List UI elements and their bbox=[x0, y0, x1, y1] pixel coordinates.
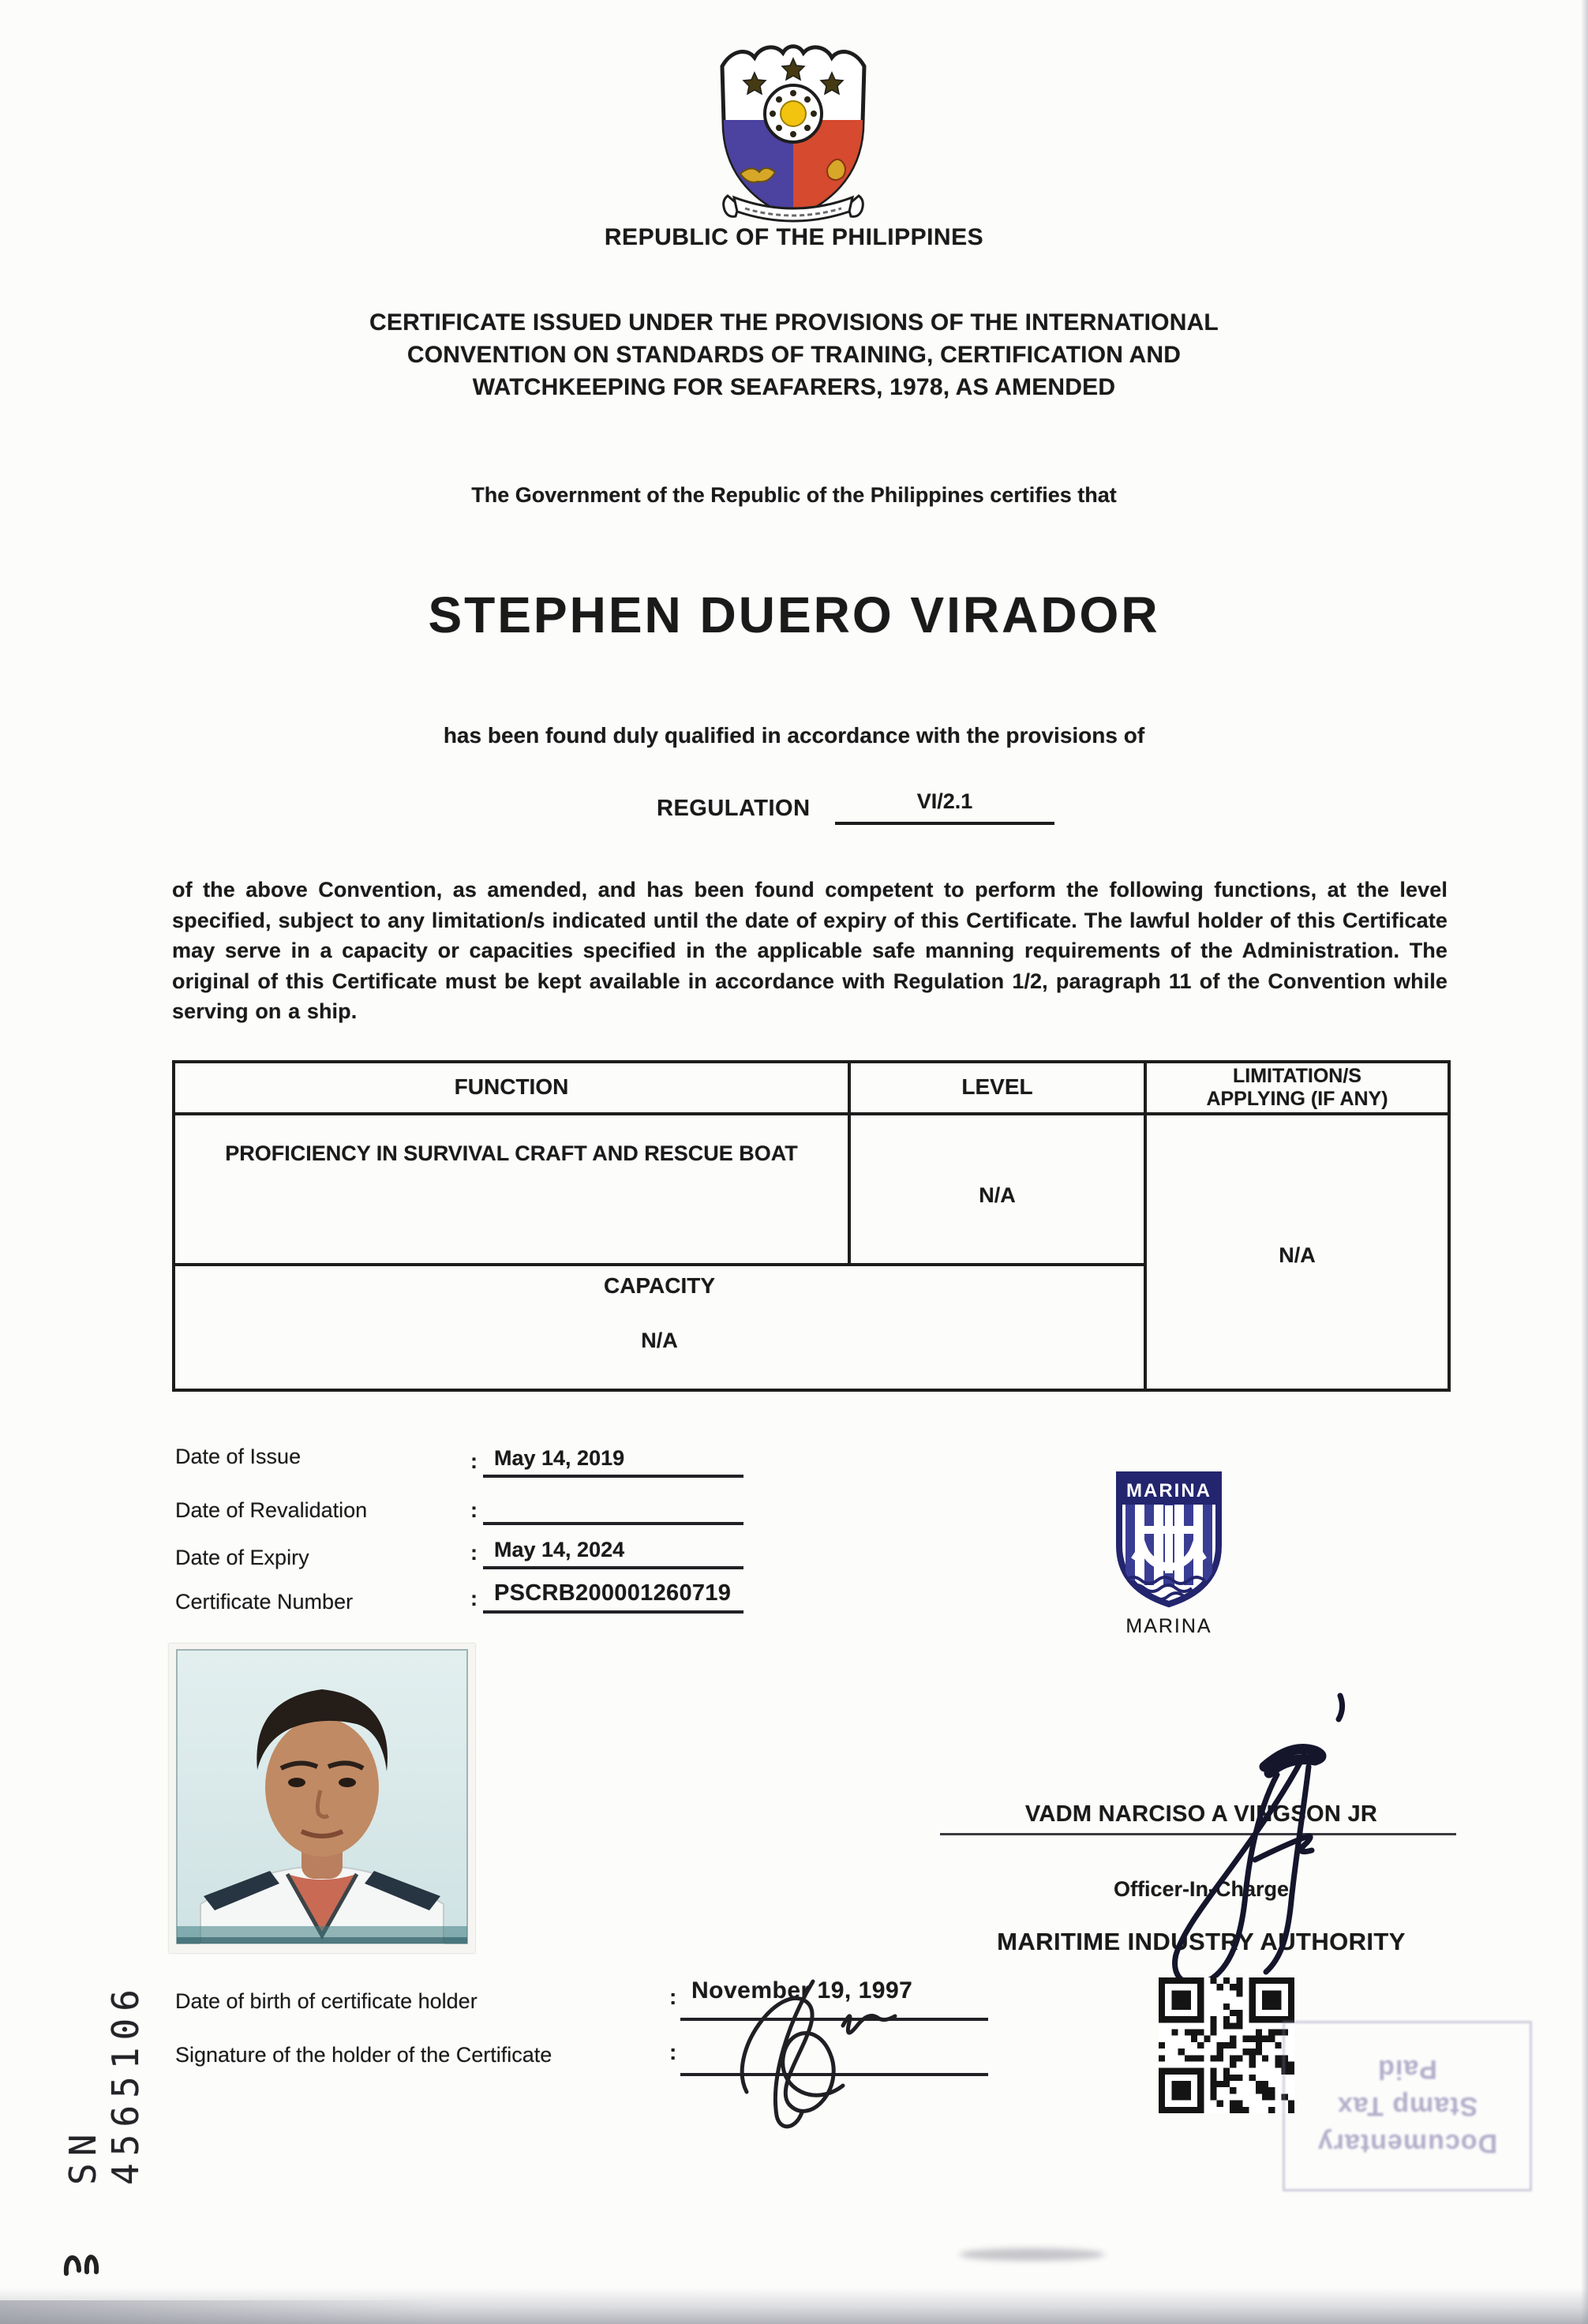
revalidation-date-value bbox=[483, 1489, 743, 1525]
certificate-title-line2: CONVENTION ON STANDARDS OF TRAINING, CERTIFICATION AND bbox=[406, 342, 1182, 368]
body-paragraph: of the above Convention, as amended, and has been found competent to perform the following functions, at the level specified, subject to any limitation/s indicated until the date of expiry of this Certificate. The lawful holder of this Certificate may serve in a capacity or capacities specified in the applicable safe manning requirements of the Administration. The original of this Certificate must be kept available in accordance with Regulation 1/2, paragraph 11 of the Convention while serving on a ship. bbox=[172, 878, 1448, 1023]
certificate-number-label: Certificate Number bbox=[175, 1590, 354, 1614]
dob-label: Date of birth of certificate holder bbox=[175, 1989, 478, 2013]
certifies-line: The Government of the Republic of the Philippines certifies that bbox=[471, 483, 1117, 507]
holder-name: STEPHEN DUERO VIRADOR bbox=[428, 587, 1160, 643]
scan-edge-right bbox=[1581, 0, 1588, 2324]
signatory-org: MARITIME INDUSTRY AUTHORITY bbox=[997, 1928, 1406, 1955]
dob-colon: : bbox=[669, 1985, 677, 2009]
regulation-value: VI/2.1 bbox=[835, 789, 1054, 825]
revalidation-date-colon: : bbox=[470, 1498, 478, 1522]
scan-smudge bbox=[959, 2248, 1105, 2261]
certificate-title-line1: CERTIFICATE ISSUED UNDER THE PROVISIONS OF THE INTERNATIONAL bbox=[369, 309, 1219, 335]
holder-signature-colon: : bbox=[669, 2040, 677, 2064]
tax-stamp-line3: Paid bbox=[1377, 2054, 1437, 2085]
certificate-number-colon: : bbox=[470, 1587, 478, 1610]
table-cell-level-value: N/A bbox=[979, 1183, 1016, 1207]
tax-stamp-line2: Stamp Tax bbox=[1336, 2091, 1478, 2122]
holder-portrait bbox=[169, 1644, 475, 1953]
revalidation-date-label: Date of Revalidation bbox=[175, 1498, 368, 1522]
table-header-limitations bbox=[1147, 1065, 1448, 1111]
table-header-function: FUNCTION bbox=[454, 1074, 569, 1099]
marina-shield-label: MARINA bbox=[1126, 1480, 1212, 1501]
regulation-label: REGULATION bbox=[657, 796, 811, 821]
marina-caption: MARINA bbox=[1125, 1615, 1212, 1637]
expiry-date-value: May 14, 2024 bbox=[483, 1531, 743, 1569]
certificate-title-line3: WATCHKEEPING FOR SEAFARERS, 1978, AS AMENDED bbox=[472, 374, 1116, 400]
dob-value: November 19, 1997 bbox=[691, 1977, 913, 2004]
functions-table bbox=[172, 1060, 1451, 1392]
official-signature bbox=[1097, 1674, 1358, 2005]
republic-heading: REPUBLIC OF THE PHILIPPINES bbox=[604, 224, 984, 250]
holder-signature bbox=[695, 1950, 931, 2139]
certificate-title bbox=[163, 306, 1425, 403]
tax-stamp-line1: Documentary bbox=[1316, 2128, 1498, 2159]
issue-date-label: Date of Issue bbox=[175, 1445, 301, 1468]
signatory-title: Officer-In-Charge bbox=[1113, 1877, 1290, 1901]
table-header-limitations-line2: APPLYING (IF ANY) bbox=[1206, 1088, 1388, 1110]
marina-logo bbox=[1113, 1468, 1225, 1609]
table-cell-function-value: PROFICIENCY IN SURVIVAL CRAFT AND RESCUE BOAT bbox=[225, 1141, 798, 1165]
holder-photo bbox=[169, 1644, 475, 1953]
table-cell-capacity-value: N/A bbox=[641, 1329, 678, 1352]
certificate-number-value: PSCRB200001260719 bbox=[483, 1576, 743, 1614]
issue-date-colon: : bbox=[470, 1449, 478, 1473]
philippines-coat-of-arms bbox=[710, 41, 876, 231]
table-header-level: LEVEL bbox=[961, 1074, 1033, 1099]
qualified-line: has been found duly qualified in accordance with the provisions of bbox=[443, 723, 1145, 748]
expiry-date-label: Date of Expiry bbox=[175, 1546, 309, 1569]
cut-off-mark bbox=[60, 2242, 107, 2277]
serial-number: SN 4565106 bbox=[62, 1982, 147, 2185]
signatory-name: VADM NARCISO A VINGSON JR bbox=[1024, 1801, 1378, 1827]
expiry-date-colon: : bbox=[470, 1541, 478, 1565]
table-cell-limitations-value: N/A bbox=[1279, 1243, 1316, 1267]
scan-edge-bottom-left bbox=[0, 2300, 442, 2324]
tax-stamp bbox=[1283, 2021, 1532, 2191]
table-header-limitations-line1: LIMITATION/S bbox=[1233, 1065, 1361, 1087]
qr-code bbox=[1159, 1977, 1294, 2113]
table-cell-capacity-label: CAPACITY bbox=[603, 1273, 716, 1298]
holder-signature-label: Signature of the holder of the Certificate bbox=[175, 2043, 552, 2067]
table-divider-header bbox=[175, 1112, 1448, 1115]
table-divider-capacity bbox=[175, 1263, 1147, 1266]
issue-date-value: May 14, 2019 bbox=[483, 1440, 743, 1478]
